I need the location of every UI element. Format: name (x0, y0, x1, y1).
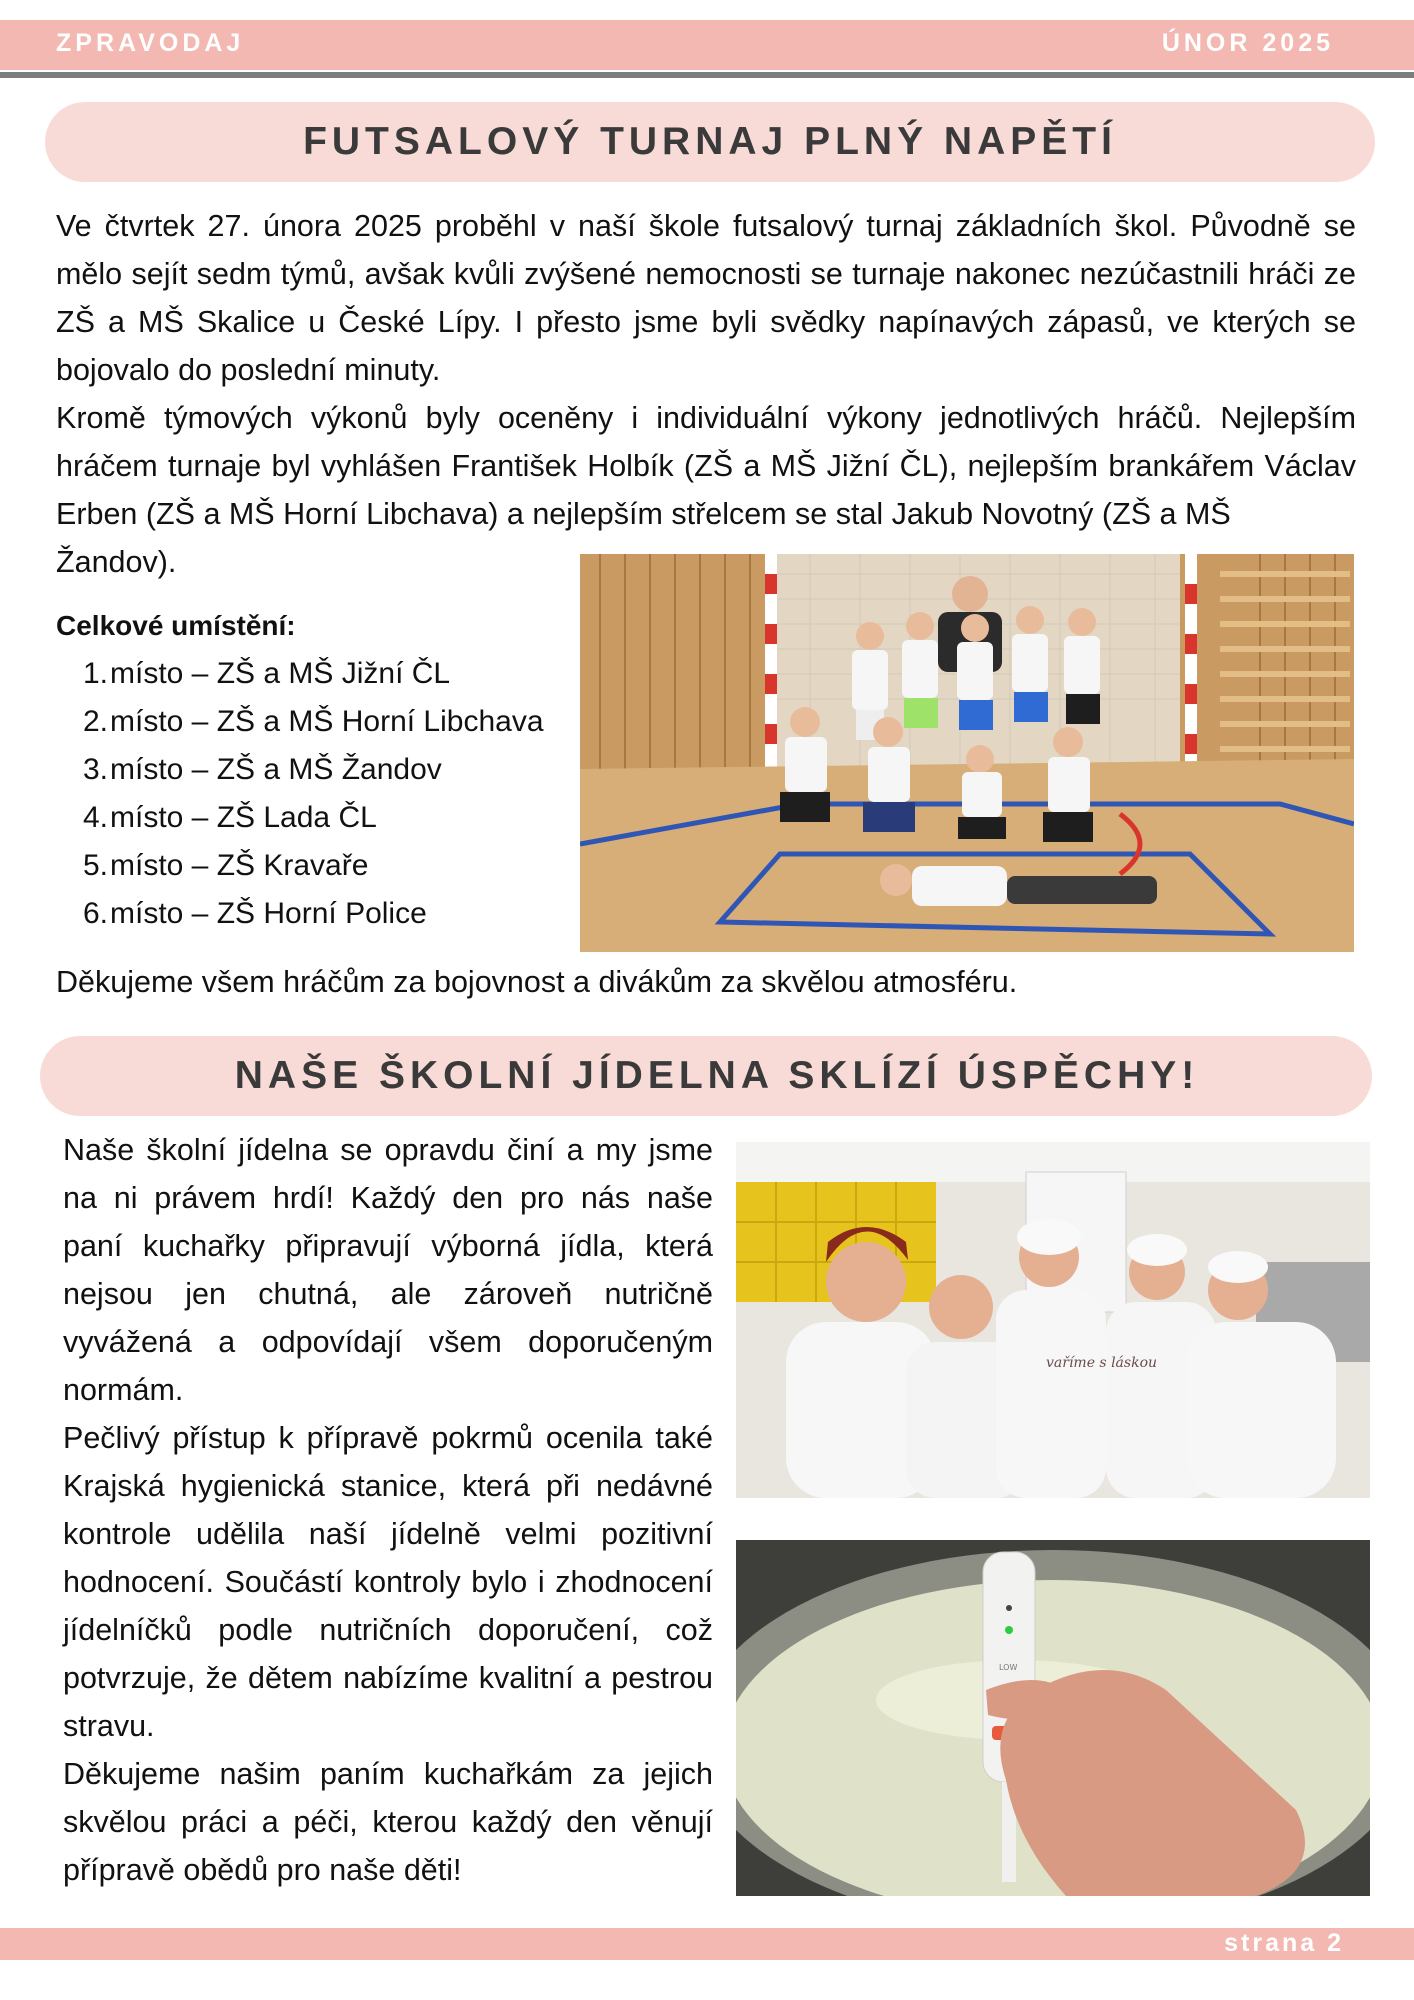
footer-bar (0, 1928, 1414, 1960)
page-number: strana 2 (1224, 1929, 1344, 1957)
article1-paragraph1: Ve čtvrtek 27. února 2025 proběhl v naší škole futsalový turnaj základních škol. Původně se mělo sejít sedm týmů, avšak kvůli zvýšené nemocnosti se turnaje nakonec nezúčastnili hráči ze ZŠ a MŠ Skalice u České Lípy. I přesto jsme byli svědky napínavých zápasů, ve kterých se bojovalo do poslední minuty. (56, 209, 1356, 387)
apron-print: vaříme s láskou (1046, 1355, 1158, 1371)
article2-title: NAŠE ŠKOLNÍ JÍDELNA SKLÍZÍ ÚSPĚCHY! (234, 1054, 1200, 1097)
ranking-item: 5. místo – ZŠ Kravaře (82, 849, 369, 882)
ranking-item: 2. místo – ZŠ a MŠ Horní Libchava (82, 705, 544, 738)
thermometer-photo (736, 1540, 1370, 1896)
ranking-item: 3. místo – ZŠ a MŠ Žandov (82, 753, 442, 786)
article1-title-banner (45, 102, 1375, 182)
article2-paragraph1: Naše školní jídelna se opravdu činí a my jsme na ni právem hrdí! Každý den pro nás naše paní kuchařky připravují výborná jídla, která nejsou jen chutná, ale zároveň nutričně vyvážená a odpovídají všem doporučeným normám. (63, 1133, 713, 1407)
device-label-low: LOW (999, 1663, 1018, 1672)
article1-paragraph2: Kromě týmových výkonů byly oceněny i individuální výkony jednotlivých hráčů. Nejlepším hráčem turnaje byl vyhlášen František Holbík (ZŠ a MŠ Jižní ČL), nejlepším brankářem Václav Erben (ZŠ a MŠ Horní Libchava) a nejlepším střelcem se stal Jakub Novotný (ZŠ a MŠ (56, 401, 1356, 531)
cooks-photo (736, 1142, 1370, 1498)
header-divider (0, 72, 1414, 78)
article1-thanks: Děkujeme všem hráčům za bojovnost a divákům za skvělou atmosféru. (56, 965, 1018, 999)
header-bar (0, 20, 1414, 70)
ranking-item: 1. místo – ZŠ a MŠ Jižní ČL (82, 657, 451, 690)
team-photo (580, 554, 1354, 952)
article1-paragraph2-end: Žandov). (56, 545, 177, 579)
issue-date: ÚNOR 2025 (1161, 29, 1334, 57)
article1-title: FUTSALOVÝ TURNAJ PLNÝ NAPĚTÍ (303, 120, 1117, 163)
ranking-list (70, 650, 544, 938)
ranking-item: 6. místo – ZŠ Horní Police (82, 897, 427, 930)
article2-paragraph3: Děkujeme našim paním kuchařkám za jejich skvělou práci a péči, kterou každý den věnují přípravě obědů pro naše děti! (63, 1757, 713, 1887)
article2-paragraph2: Pečlivý přístup k přípravě pokrmů ocenila také Krajská hygienická stanice, která při nedávné kontrole udělila naší jídelně velmi pozitivní hodnocení. Součástí kontroly bylo i zhodnocení jídelníčků podle nutričních doporučení, což potvrzuje, že dětem nabízíme kvalitní a pestrou stravu. (63, 1421, 713, 1743)
ranking-title: Celkové umístění: (56, 610, 296, 641)
newsletter-name: ZPRAVODAJ (56, 29, 245, 57)
article2-title-banner (40, 1036, 1372, 1116)
ranking-item: 4. místo – ZŠ Lada ČL (82, 801, 377, 834)
